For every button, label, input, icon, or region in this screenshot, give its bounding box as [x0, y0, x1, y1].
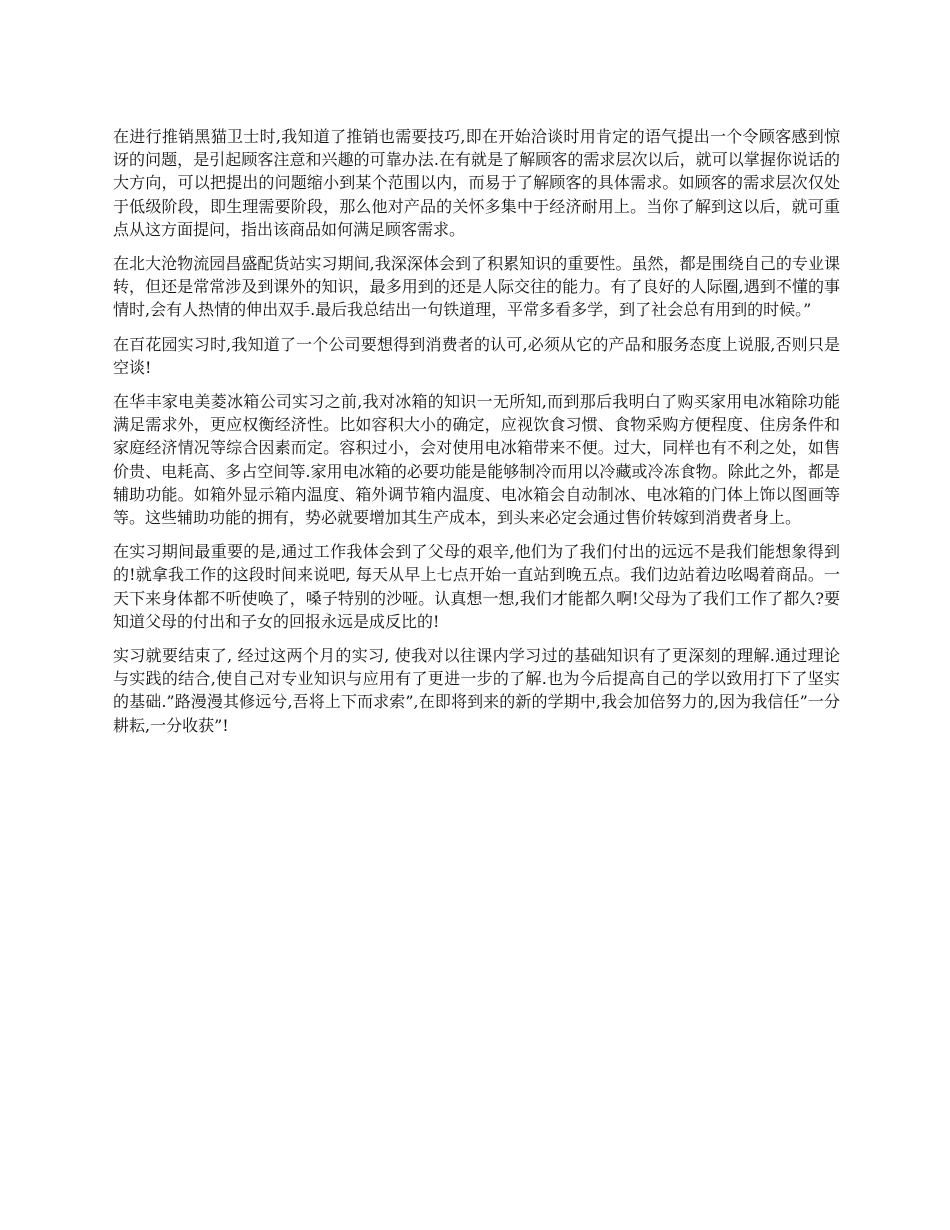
paragraph-2: 在北大沧物流园昌盛配货站实习期间,我深深体会到了积累知识的重要性。虽然，都是围绕自己的专业课转，但还是常常涉及到课外的知识，最多用到的还是人际交往的能力。有了良好的人际圈,遇到不懂的事情时,会有人热情的伸出双手.最后我总结出一句铁道理，平常多看多学，到了社会总有用到的时候。”	[113, 254, 840, 320]
paragraph-4: 在华丰家电美菱冰箱公司实习之前,我对冰箱的知识一无所知,而到那后我明白了购买家用电冰箱除功能满足需求外，更应权衡经济性。比如容积大小的确定，应视饮食习惯、食物采购方便程度、住房条件和家庭经济情况等综合因素而定。容积过小，会对使用电冰箱带来不便。过大，同样也有不利之处，如售价贵、电耗高、多占空间等.家用电冰箱的必要功能是能够制冷而用以冷藏或冷冻食物。除此之外，都是辅助功能。如箱外显示箱内温度、箱外调节箱内温度、电冰箱会自动制冰、电冰箱的门体上饰以图画等等。这些辅助功能的拥有，势必就要增加其生产成本，到头来必定会通过售价转嫁到消费者身上。	[113, 392, 840, 528]
paragraph-5: 在实习期间最重要的是,通过工作我体会到了父母的艰辛,他们为了我们付出的远远不是我们能想象得到的!就拿我工作的这段时间来说吧, 每天从早上七点开始一直站到晚五点。我们边站着边吆喝着商品。一天下来身体都不听使唤了，嗓子特别的沙哑。认真想一想,我们才能都久啊!父母为了我们工作了都久?要知道父母的付出和子女的回报永远是成反比的!	[113, 542, 840, 631]
paragraph-6: 实习就要结束了, 经过这两个月的实习, 使我对以往课内学习过的基础知识有了更深刻的理解.通过理论与实践的结合,使自己对专业知识与应用有了更进一步的了解.也为今后提高自己的学以致用打下了坚实的基础.”路漫漫其修远兮,吾将上下而求索”,在即将到来的新的学期中,我会加倍努力的,因为我信任”一分耕耘,一分收获”!	[113, 646, 840, 735]
paragraph-1: 在进行推销黑猫卫士时,我知道了推销也需要技巧,即在开始洽谈时用肯定的语气提出一个令顾客感到惊讶的问题，是引起顾客注意和兴趣的可靠办法.在有就是了解顾客的需求层次以后，就可以掌握你说话的大方向，可以把提出的问题缩小到某个范围以内，而易于了解顾客的具体需求。如顾客的需求层次仅处于低级阶段，即生理需要阶段，那么他对产品的关怀多集中于经济耐用上。当你了解到这以后，就可重点从这方面提问，指出该商品如何满足顾客需求。	[113, 127, 840, 239]
document-body	[113, 125, 840, 748]
paragraph-3: 在百花园实习时,我知道了一个公司要想得到消费者的认可,必须从它的产品和服务态度上说服,否则只是空谈!	[113, 334, 840, 377]
